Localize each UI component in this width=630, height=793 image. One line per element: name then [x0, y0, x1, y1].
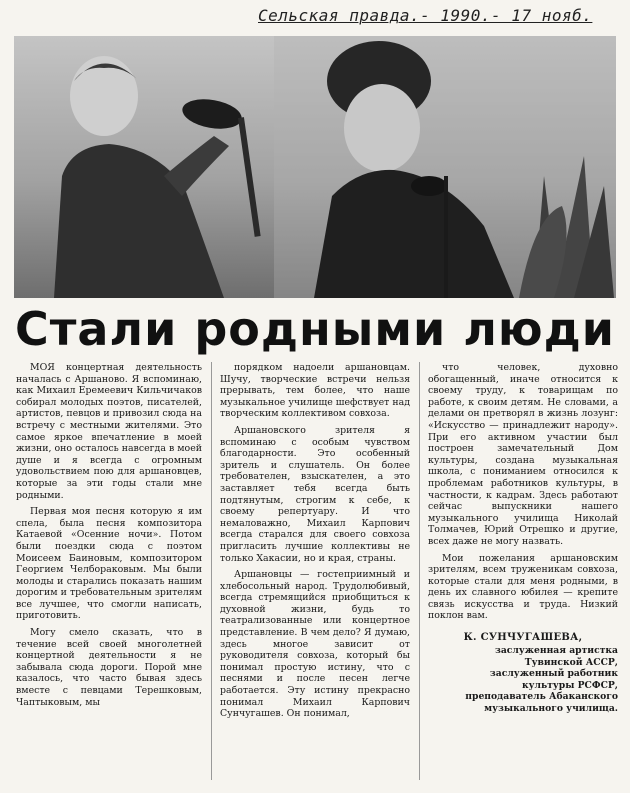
article-column-3 [428, 362, 618, 790]
headline: Стали родными люди [14, 302, 616, 356]
paragraph: Первая моя песня которую я им спела, была песня композитора Катаевой «Осенние ночи». Потом были поездки сюда с поэтом Моисеем Баиновым, композитором Георгием Челбораковым. Мы были молоды и старались показать нашим дорогим и требовательным зрителям все лучшее, что смогли написать, приготовить. [16, 506, 202, 622]
paragraph: Могу смело сказать, что в течение всей своей многолетней концертной деятельности я не забывала сюда дороги. Порой мне казалось, что часто бывая здесь вместе с певцами Терешковым, Чаптыковым, мы [16, 627, 202, 708]
paragraph: Мои пожелания аршановским зрителям, всем труженикам совхоза, которые стали для меня родными, в день их славного юбилея — крепите связь искусства и труда. Низкий поклон вам. [428, 552, 618, 622]
author-signature [428, 632, 618, 714]
author-title-line: преподаватель Абаканского [465, 691, 618, 703]
author-title-line: заслуженный работник [489, 668, 618, 680]
paragraph: МОЯ концертная деятельность началась с Аршаново. Я вспоминаю, как Михаил Еремеевич Кильчичаков собирал молодых поэтов, писателей, артистов, певцов и привозил сюда на встречу с местными жителями. Это самое яркое впечатление в моей жизни, оно осталось навсегда в моей душе и я всегда с огромным удовольствием пою для аршановцев, которые за эти годы стали мне родными. [16, 362, 202, 501]
paragraph: Аршановского зрителя я вспоминаю с особым чувством благодарности. Это особенный зритель и слушатель. Он более требователен, взыскателен, а это заставляет тебя всегда быть подтянутым, строгим к себе, к своему репертуару. И что немаловажно, Михаил Карпович всегда старался для своего совхоза пригласить лучшие коллективы не только Хакасии, но и края, страны. [220, 424, 410, 564]
handwritten-source-note: Сельская правда.- 1990.- 17 нояб. [258, 6, 593, 25]
article-column-1 [16, 362, 202, 790]
author-title-line: музыкального училища. [484, 702, 618, 714]
paragraph: Аршановцы — гостеприимный и хлебосольный народ. Трудолюбивый, всегда стремящийся приобщиться к духовной жизни, будь то театрализованные или концертное представление. В чем дело? Я думаю, здесь многое зависит от руководителя совхоза, который бы понимал простую истину, что с песнями и после песен легче работается. Эту истину прекрасно понимал Михаил Карпович Сунчугашев. Он понимал, [220, 569, 410, 720]
paragraph: что человек, духовно обогащенный, иначе относится к своему труду, к товарищам по работе, к своим детям. Не словами, а делами он претворял в жизнь лозунг: «Искусство — принадлежит народу». При его активном участии был построен замечательный Дом культуры, создана музыкальная школа, с пониманием относился к проблемам работников культуры, в частности, к кадрам. Здесь работают сейчас выпускники нашего музыкального училища Николай Толмачев, Юрий Отрешко и другие, всех даже не могу назвать. [428, 362, 618, 547]
article-column-2 [220, 362, 410, 790]
author-title-line: заслуженная артистка [494, 645, 618, 657]
newspaper-photo [14, 36, 616, 298]
column-divider [211, 362, 212, 780]
author-title-line: Тувинской АССР, [524, 656, 618, 668]
author-name: К. СУНЧУГАШЕВА, [463, 632, 583, 644]
author-title-line: культуры РСФСР, [522, 679, 618, 691]
paragraph: порядком надоели аршановцам. Шучу, творческие встречи нельзя прерывать, тем более, что наше музыкальное училище шефствует над творческим коллективом совхоза. [220, 362, 410, 420]
column-divider [419, 362, 420, 780]
